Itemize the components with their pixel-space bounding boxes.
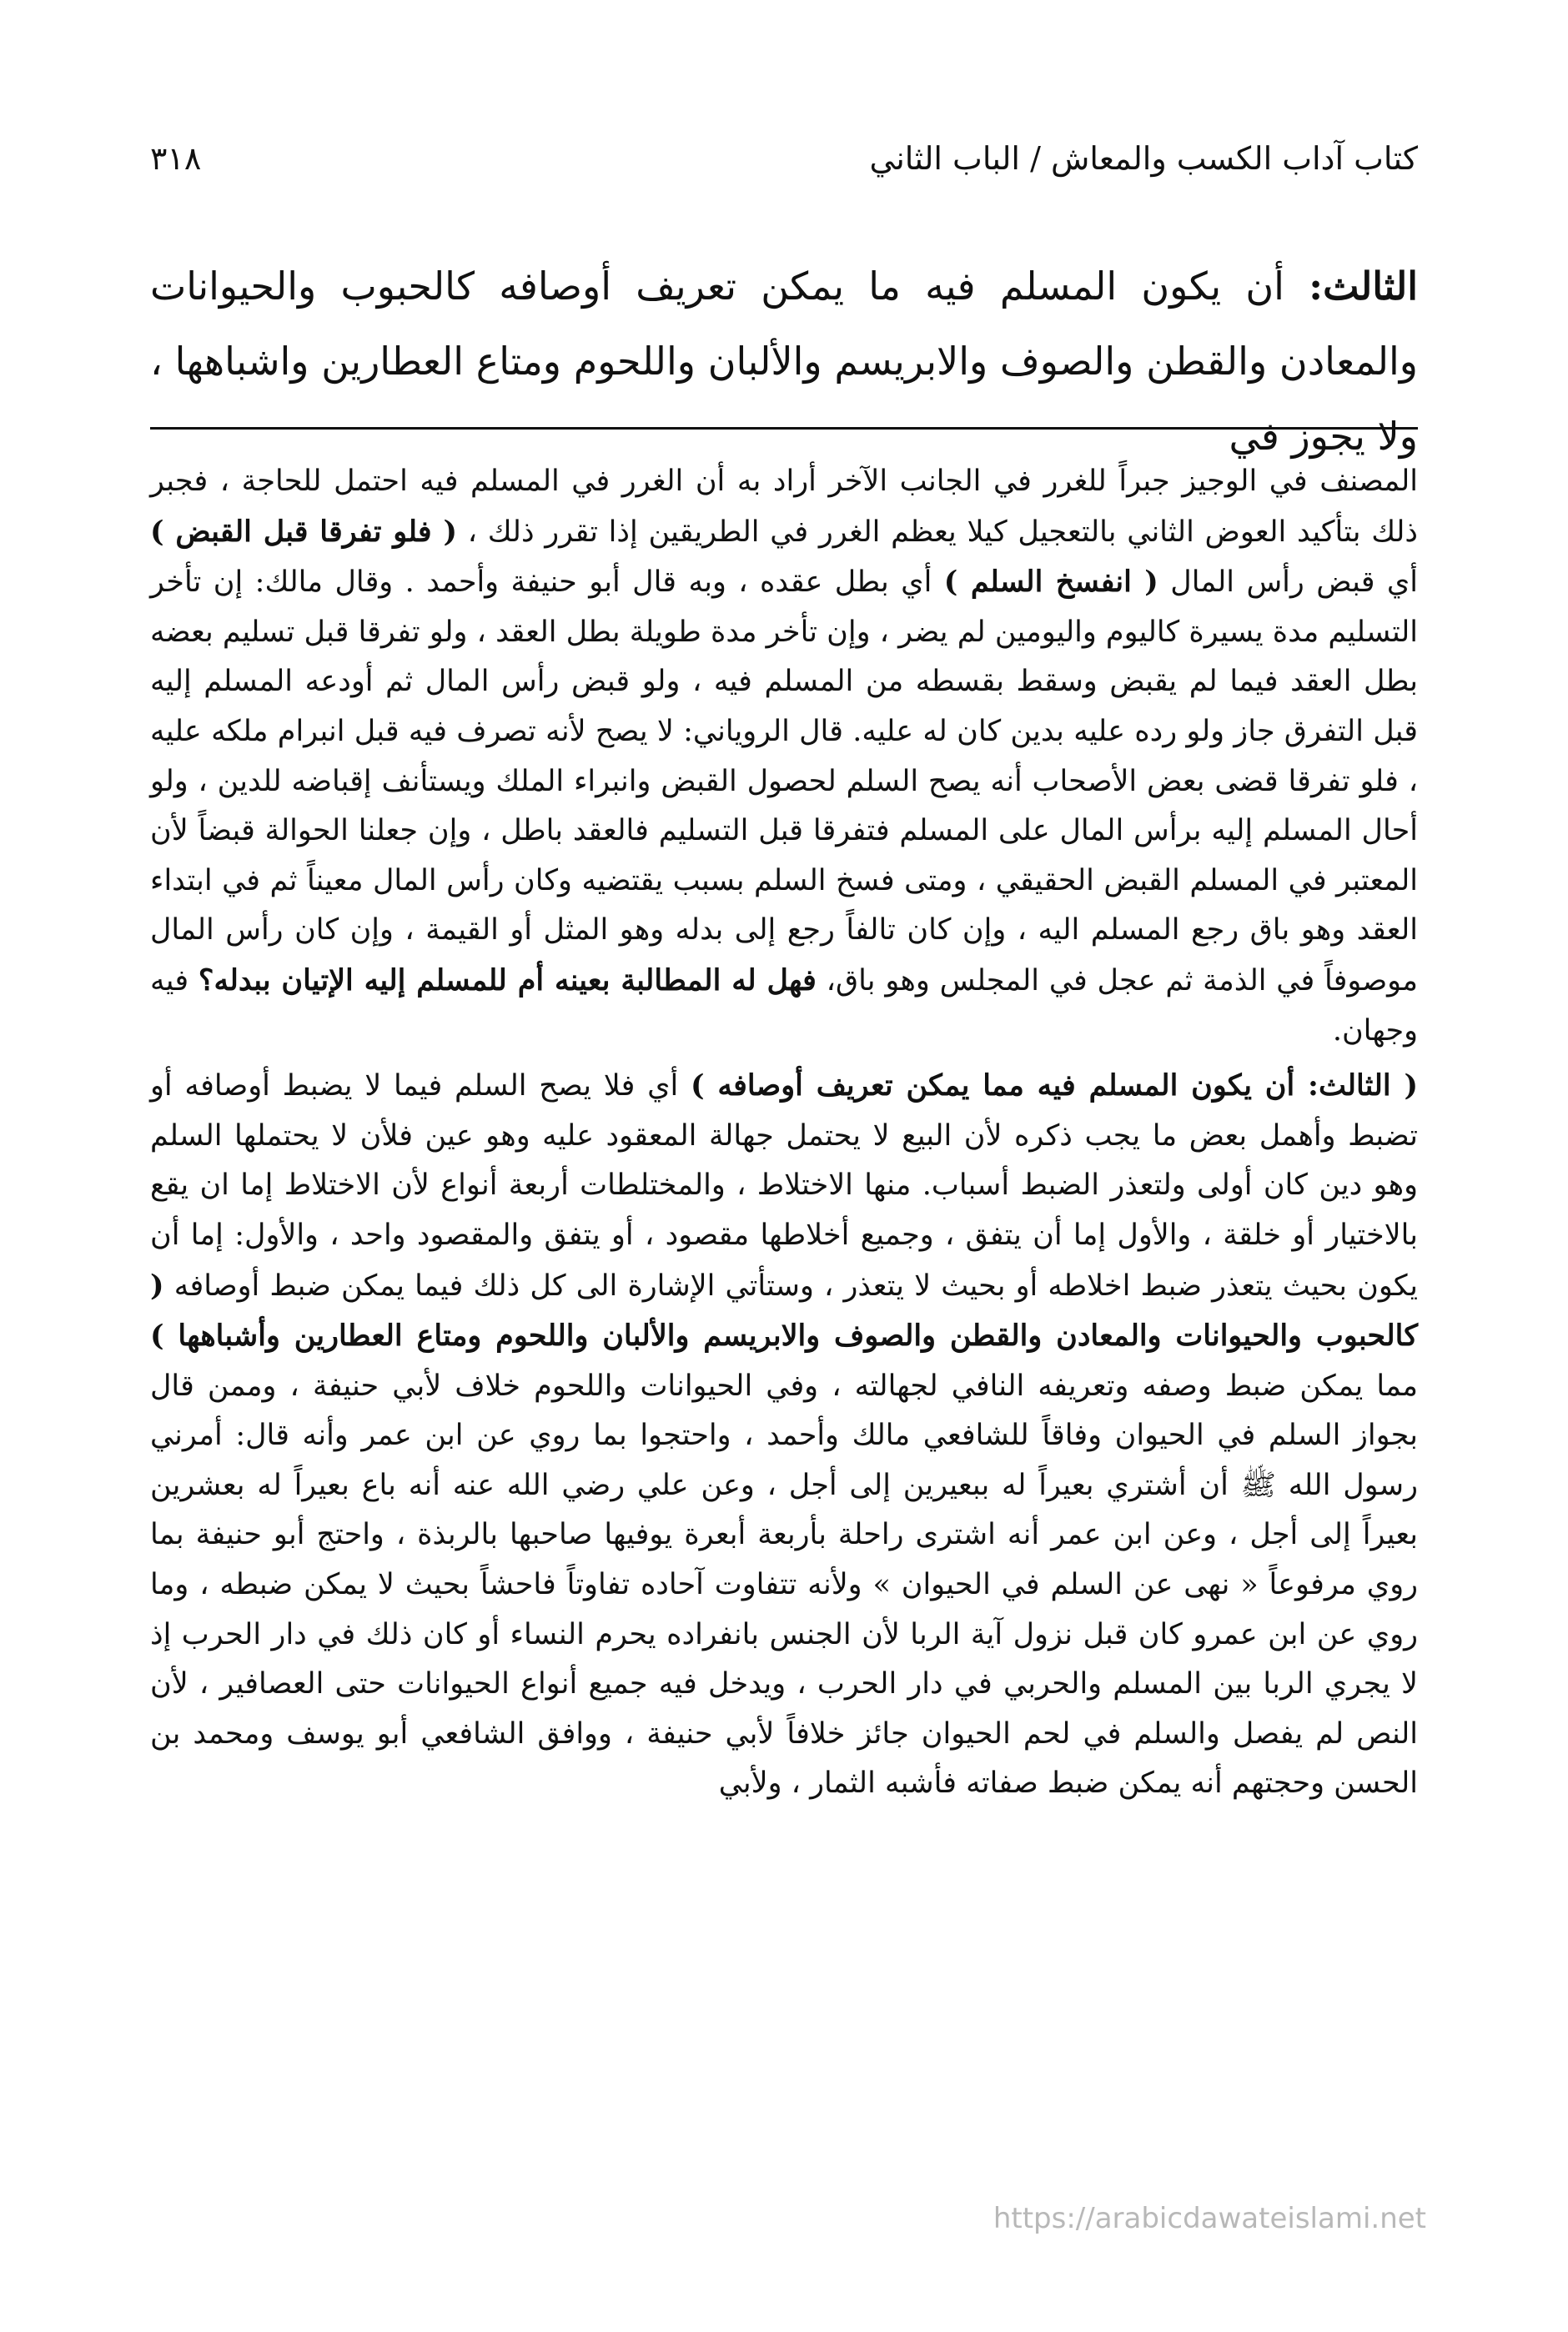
- quoted-matn: ( انفسخ السلم ): [943, 565, 1158, 600]
- page-number: ٣١٨: [150, 140, 202, 177]
- divider-line: [150, 427, 1418, 430]
- quoted-matn: ( فلو تفرقا قبل القبض ): [150, 514, 458, 549]
- commentary-text: مما يمكن ضبط وصفه وتعريفه النافي لجهالته ، وفي الحيوانات واللحوم خلاف لأبي حنيفة ، وممن قال بجواز السلم في الحيوان وفاقاً للشافعي مالك وأحمد ، واحتجوا بما روي عن ابن عمر وأنه قال: أمرني رسول الله ﷺ أن أشتري بعيراً له ببعيرين إلى أجل ، وعن علي رضي الله عنه أنه باع بعيراً له بعشرين بعيراً إلى أجل ، وعن ابن عمر أنه اشترى راحلة بأربعة أبعرة يوفيها صاحبها بالربذة ، واحتج أبو حنيفة بما روي مرفوعاً « نهى عن السلم في الحيوان » ولأنه تتفاوت آحاده تفاوتاً فاحشاً بحيث لا يمكن ضبطه ، وما روي عن ابن عمرو كان قبل نزول آية الربا لأن الجنس بانفراده يحرم النساء أو كان ذلك في دار الحرب إذ لا يجري الربا بين المسلم والحربي في دار الحرب ، ويدخل فيه جميع أنواع الحيوانات حتى العصافير ، لأن النص لم يفصل والسلم في لحم الحيوان جائز خلافاً لأبي حنيفة ، ووافق الشافعي أبو يوسف ومحمد بن الحسن وحجتهم أنه يمكن ضبط صفاته فأشبه الثمار ، ولأبي: [150, 1369, 1418, 1801]
- commentary-text: فيه وجهان.: [150, 963, 1418, 1048]
- commentary-text: أي بطل عقده ، وبه قال أبو حنيفة وأحمد . وقال مالك: إن تأخر التسليم مدة يسيرة كاليوم واليومين لم يضر ، وإن تأخر مدة طويلة بطل العقد ، ولو تفرقا قبل تسليم بعضه بطل العقد فيما لم يقبض وسقط بقسطه من المسلم فيه ، ولو قبض رأس المال ثم أودعه المسلم إليه قبل التفرق جاز ولو رده عليه بدين كان له عليه. قال الروياني: لا يصح لأنه تصرف فيه قبل انبرام ملكه عليه ، فلو تفرقا قضى بعض الأصحاب أنه يصح السلم لحصول القبض وانبراء الملك ويستأنف إقباضه للدين ، ولو أحال المسلم إليه برأس المال على المسلم فتفرقا قبل التسليم فالعقد باطل ، وإن جعلنا الحوالة قبضاً لأن المعتبر في المسلم القبض الحقيقي ، ومتى فسخ السلم بسبب يقتضيه وكان رأس المال معيناً ثم في ابتداء العقد وهو باق رجع المسلم اليه ، وإن كان تالفاً رجع إلى بدله وهو المثل أو القيمة ، وإن كان رأس المال موصوفاً في الذمة ثم عجل في المجلس وهو باق،: [150, 565, 1419, 998]
- commentary-paragraph-1: [150, 457, 1418, 1056]
- watermark-url: https://arabicdawateislami.net: [993, 2202, 1426, 2235]
- main-text-body: أن يكون المسلم فيه ما يمكن تعريف أوصافه كالحبوب والحيوانات والمعادن والقطن والصوف والابريسم والألبان واللحوم ومتاع العطارين واشباهها ، ولا يجوز في: [150, 264, 1418, 459]
- bold-question: فهل له المطالبة بعينه أم للمسلم إليه الإتيان ببدله؟: [198, 962, 817, 998]
- main-text-lead: الثالث:: [1309, 264, 1418, 309]
- main-text: [150, 249, 1418, 474]
- commentary-text: المصنف في الوجيز جبراً للغرر في الجانب الآخر أراد به أن الغرر في المسلم فيه احتمل للحاجة ، فجبر ذلك بتأكيد العوض الثاني بالتعجيل كيلا يعظم الغرر في الطريقين إذا تقرر ذلك ،: [150, 465, 1418, 549]
- running-title: كتاب آداب الكسب والمعاش / الباب الثاني: [869, 140, 1418, 177]
- commentary-text: أي فلا يصح السلم فيما لا يضبط أوصافه أو تضبط وأهمل بعض ما يجب ذكره لأن البيع لا يحتمل جهالة المعقود عليه وهو عين فلأن لا يحتملها السلم وهو دين كان أولى ولتعذر الضبط أسباب. منها الاختلاط ، والمختلطات أربعة أنواع لأن الاختلاط إما ان يقع بالاختيار أو خلقة ، والأول إما أن يتفق ، وجميع أخلاطها مقصود ، أو يتفق والمقصود واحد ، والأول: إما أن يكون بحيث يتعذر ضبط اخلاطه أو بحيث لا يتعذر ، وستأتي الإشارة الى كل ذلك فيما يمكن ضبط أوصافه: [150, 1069, 1418, 1303]
- page-header: [150, 133, 1418, 183]
- quoted-matn: ( كالحبوب والحيوانات والمعادن والقطن والصوف والابريسم والألبان واللحوم ومتاع العطارين وأشباهها ): [150, 1268, 1418, 1354]
- commentary-paragraph-2: [150, 1061, 1418, 1809]
- quoted-matn: ( الثالث: أن يكون المسلم فيه مما يمكن تعريف أوصافه ): [690, 1068, 1419, 1103]
- commentary-text: أي قبض رأس المال: [1158, 565, 1418, 600]
- commentary: [150, 457, 1418, 1809]
